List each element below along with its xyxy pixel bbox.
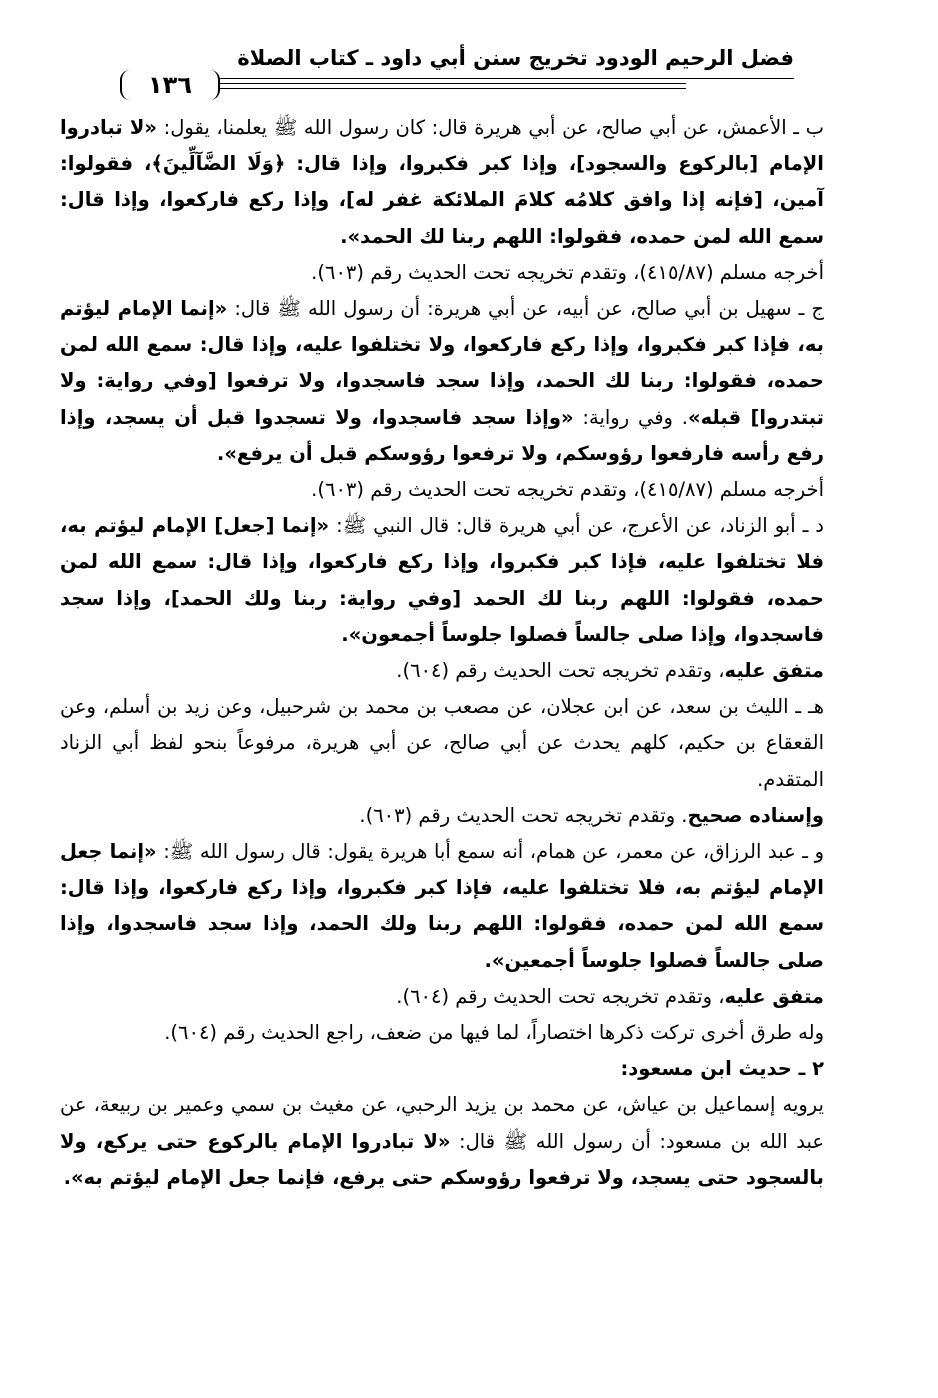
text-segment: ب ـ الأعمش، عن أبي صالح، عن أبي هريرة قال: كان رسول الله ﷺ يعلمنا، يقول: <box>157 116 824 139</box>
paragraph <box>60 291 866 472</box>
text-segment: و ـ عبد الرزاق، عن معمر، عن همام، أنه سمع أبا هريرة يقول: قال رسول الله ﷺ: <box>156 840 824 864</box>
text-segment: ، وتقدم تخريجه تحت الحديث رقم (٦٠٤). <box>396 659 725 683</box>
document-body <box>60 110 866 1196</box>
bold-text: وإسناده صحيح <box>687 803 824 827</box>
text-segment: وله طرق أخرى تركت ذكرها اختصاراً، لما فيها من ضعف، راجع الحديث رقم (٦٠٤). <box>164 1021 824 1045</box>
paragraph <box>60 508 866 653</box>
paragraph <box>60 798 866 834</box>
text-segment: هـ ـ الليث بن سعد، عن ابن عجلان، عن مصعب بن محمد بن شرحبيل، وعن زيد بن أسلم، وعن القعقاع بن حكيم، كلهم يحدث عن أبي صالح، عن أبي هريرة، مرفوعاً بنحو لفظ أبي الزناد المتقدم. <box>60 695 824 791</box>
paragraph <box>60 110 866 255</box>
header-rule <box>120 78 794 79</box>
page-header <box>60 0 866 100</box>
text-segment: ، وتقدم تخريجه تحت الحديث رقم (٦٠٤). <box>396 984 725 1008</box>
paragraph <box>60 834 866 979</box>
text-segment: أخرجه مسلم (٤١٥/٨٧)، وتقدم تخريجه تحت الحديث رقم (٦٠٣). <box>311 260 824 284</box>
paragraph <box>60 1015 866 1051</box>
section-title <box>60 1051 866 1087</box>
text-segment: د ـ أبو الزناد، عن الأعرج، عن أبي هريرة قال: قال النبي ﷺ: <box>329 514 824 538</box>
bold-text: «وإذا سجد فاسجدوا، ولا تسجدوا قبل أن يسجد، وإذا رفع رأسه فارفعوا رؤوسكم، ولا ترفعوا رؤوسكم قبل أن يرفع». <box>60 405 824 465</box>
bold-text: «إنما [جعل] الإمام ليؤتم به، فلا تختلفوا عليه، فإذا كبر فكبروا، وإذا ركع فاركعوا، وإذا قال: سمع الله لمن حمده، فقولوا: اللهم ربنا لك الحمد [وفي رواية: ربنا ولك الحمد]، وإذا سجد فاسجدوا، وإذا صلى جالساً فصلوا جلوساً أجمعون». <box>60 514 824 646</box>
bold-text: متفق عليه <box>724 659 824 683</box>
text-segment: . وتقدم تخريجه تحت الحديث رقم (٦٠٣). <box>359 803 688 827</box>
paragraph <box>60 255 866 291</box>
paragraph <box>60 472 866 508</box>
page-number: ١٣٦ <box>120 70 220 100</box>
paragraph <box>60 689 866 798</box>
paragraph <box>60 653 866 689</box>
text-segment: ج ـ سهيل بن أبي صالح، عن أبيه، عن أبي هريرة: أن رسول الله ﷺ قال: <box>227 297 824 321</box>
bold-text: ٢ ـ حديث ابن مسعود: <box>620 1057 824 1081</box>
bold-text: متفق عليه <box>724 984 824 1008</box>
bold-text: «إنما الإمام ليؤتم به، فإذا كبر فكبروا، وإذا ركع فاركعوا، ولا تختلفوا عليه، وإذا قال: سمع الله لمن حمده، فقولوا: ربنا لك الحمد، وإذا سجد فاسجدوا، ولا ترفعوا [وفي رواية: ولا تبتدروا] قبله» <box>60 297 824 429</box>
bold-text: «إنما جعل الإمام ليؤتم به، فلا تختلفوا عليه، فإذا كبر فكبروا، وإذا ركع فاركعوا، وإذا قال: سمع الله لمن حمده، فقولوا: اللهم ربنا ولك الحمد، وإذا سجد فاسجدوا، وإذا صلى جالساً فصلوا جلوساً أجمعين». <box>60 840 824 972</box>
running-head: فضل الرحيم الودود تخريج سنن أبي داود ـ كتاب الصلاة <box>237 46 794 70</box>
paragraph <box>60 979 866 1015</box>
bold-text: «لا تبادروا الإمام بالركوع حتى يركع، ولا بالسجود حتى يسجد، ولا ترفعوا رؤوسكم حتى يرفع، فإنما جعل الإمام ليؤتم به». <box>60 1129 824 1189</box>
text-segment: . وفي رواية: <box>573 405 688 429</box>
text-segment: يرويه إسماعيل بن عياش، عن محمد بن يزيد الرحبي، عن مغيث بن سمي وعمير بن ربيعة، عن عبد الله بن مسعود: أن رسول الله ﷺ قال: <box>60 1093 825 1153</box>
bold-text: «لا تبادروا الإمام [بالركوع والسجود]، وإذا كبر فكبروا، وإذا قال: ﴿وَلَا الضَّآلِّينَ﴾، فقولوا: آمين، [فإنه إذا وافق كلامُه كلامَ الملائكة غفر له]، وإذا ركع فاركعوا، وإذا قال: سمع الله لمن حمده، فقولوا: اللهم ربنا لك الحمد». <box>60 116 824 248</box>
text-segment: أخرجه مسلم (٤١٥/٨٧)، وتقدم تخريجه تحت الحديث رقم (٦٠٣). <box>311 478 824 502</box>
paragraph <box>60 1087 866 1196</box>
